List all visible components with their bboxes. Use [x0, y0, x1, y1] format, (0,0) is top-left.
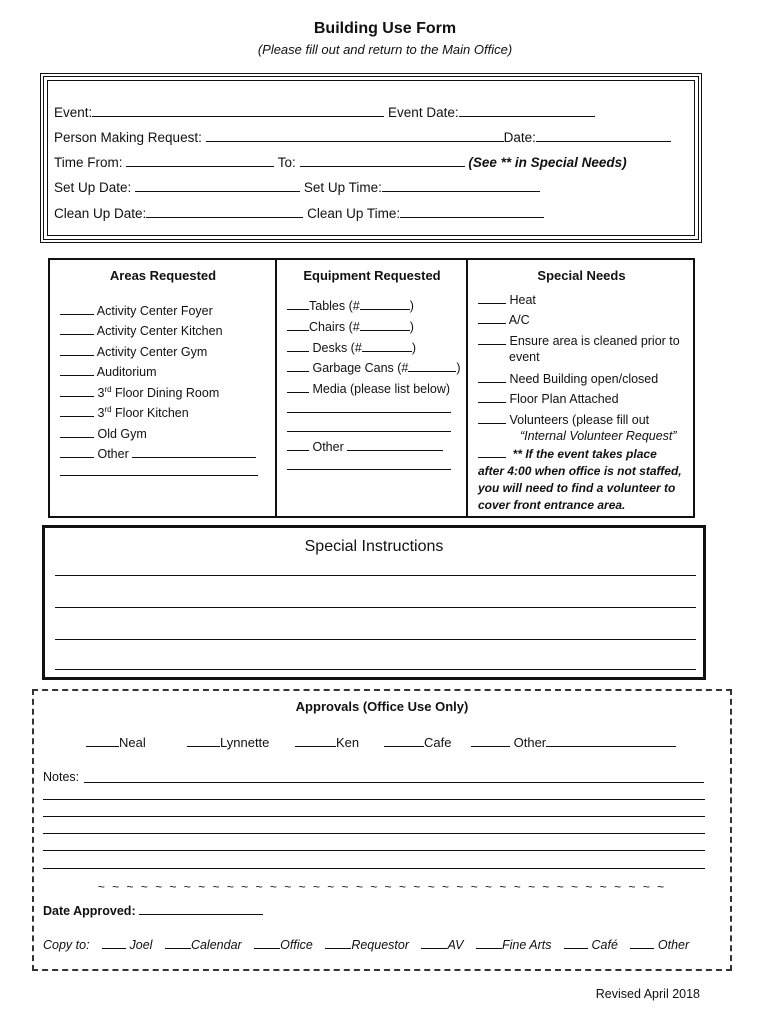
- copy-to-cafe[interactable]: Café: [564, 937, 618, 952]
- notes-label: Notes:: [43, 770, 80, 784]
- approver-cafe[interactable]: Cafe: [384, 735, 451, 750]
- area-item[interactable]: Activity Center Kitchen: [60, 323, 223, 338]
- form-title: Building Use Form: [313, 20, 457, 37]
- special-need-item-cont: “Internal Volunteer Request”: [520, 429, 677, 443]
- area-other-line[interactable]: [60, 464, 258, 479]
- person-label: Person Making Request:: [54, 130, 202, 145]
- approvals-heading: Approvals (Office Use Only): [295, 699, 469, 714]
- approver-neal[interactable]: Neal: [86, 735, 146, 750]
- instruction-line[interactable]: [55, 639, 696, 640]
- notes-line[interactable]: [43, 816, 705, 817]
- special-need-item-cont: event: [509, 350, 540, 364]
- event-label: Event:: [54, 105, 93, 120]
- copy-to-av[interactable]: AV: [421, 937, 463, 952]
- special-need-item[interactable]: Need Building open/closed: [478, 371, 658, 386]
- revision-date: Revised April 2018: [595, 987, 700, 1001]
- notes-line[interactable]: [43, 833, 705, 834]
- special-needs-column: [468, 260, 695, 516]
- to-label: To:: [277, 155, 296, 170]
- event-field[interactable]: [92, 105, 384, 117]
- instruction-line[interactable]: [55, 607, 696, 608]
- person-field[interactable]: [206, 130, 504, 142]
- cleanup-date-field[interactable]: [146, 206, 303, 218]
- see-note: (See ** in Special Needs): [468, 155, 627, 170]
- equipment-item[interactable]: Tables (# ): [287, 298, 414, 313]
- special-need-item[interactable]: Floor Plan Attached: [478, 391, 619, 406]
- cleanup-time-field[interactable]: [400, 206, 544, 218]
- copy-to-fine-arts[interactable]: Fine Arts: [476, 937, 552, 952]
- special-needs-heading: Special Needs: [537, 268, 626, 283]
- equipment-item[interactable]: Chairs (# ): [287, 319, 414, 334]
- equipment-other-line[interactable]: [287, 458, 451, 473]
- setup-date-field[interactable]: [135, 180, 300, 192]
- time-row: [54, 155, 627, 170]
- approver-ken[interactable]: Ken: [295, 735, 359, 750]
- copy-to-joel[interactable]: Joel: [102, 937, 152, 952]
- tilde-divider: ~ ~ ~ ~ ~ ~ ~ ~ ~ ~ ~ ~ ~ ~ ~ ~ ~ ~ ~ ~ ~ ~ ~ ~ ~ ~ ~ ~ ~ ~ ~ ~ ~ ~ ~ ~ ~ ~ ~ ~: [97, 880, 667, 894]
- time-from-field[interactable]: [126, 155, 274, 167]
- area-item[interactable]: Other: [60, 446, 256, 461]
- request-columns: [48, 258, 695, 518]
- person-row: [54, 130, 671, 145]
- area-item[interactable]: Activity Center Gym: [60, 344, 207, 359]
- media-line[interactable]: [287, 420, 451, 435]
- special-instructions-heading: Special Instructions: [304, 538, 444, 555]
- approvals-box: [32, 689, 732, 971]
- area-item[interactable]: 3rd Floor Kitchen: [60, 405, 189, 420]
- setup-time-field[interactable]: [382, 180, 540, 192]
- special-need-item[interactable]: Ensure area is cleaned prior to: [478, 333, 680, 348]
- notes-line[interactable]: [43, 850, 705, 851]
- area-item[interactable]: Old Gym: [60, 426, 147, 441]
- areas-column: [50, 260, 276, 516]
- copy-to-calendar[interactable]: Calendar: [165, 937, 242, 952]
- media-line[interactable]: [287, 401, 451, 416]
- cleanup-row: [54, 206, 544, 221]
- cleanup-time-label: Clean Up Time:: [307, 206, 401, 221]
- special-need-item[interactable]: A/C: [478, 312, 530, 327]
- event-row: [54, 105, 595, 120]
- area-item[interactable]: 3rd Floor Dining Room: [60, 385, 219, 400]
- notes-line[interactable]: [84, 782, 704, 783]
- equipment-column: [277, 260, 467, 516]
- date-label: Date:: [503, 130, 536, 145]
- event-date-field[interactable]: [459, 105, 595, 117]
- special-need-item[interactable]: Volunteers (please fill out: [478, 412, 649, 427]
- time-from-label: Time From:: [54, 155, 123, 170]
- approver-lynnette[interactable]: Lynnette: [187, 735, 269, 750]
- equipment-item[interactable]: Desks (# ): [287, 340, 416, 355]
- cleanup-date-label: Clean Up Date:: [54, 206, 147, 221]
- after-hours-note: ** If the event takes place after 4:00 when office is not staffed, you will need to find a volunteer to cover front entrance area.: [478, 447, 682, 512]
- copy-to-label: Copy to:: [43, 938, 90, 952]
- instruction-line[interactable]: [55, 575, 696, 576]
- equipment-item[interactable]: Media (please list below): [287, 381, 450, 396]
- area-item[interactable]: Activity Center Foyer: [60, 303, 213, 318]
- copy-to-other[interactable]: Other: [630, 937, 689, 952]
- special-need-item[interactable]: Heat: [478, 292, 536, 307]
- setup-date-label: Set Up Date:: [54, 180, 132, 195]
- date-field[interactable]: [536, 130, 671, 142]
- special-instructions-box: [42, 525, 706, 680]
- approver-other[interactable]: Other: [471, 735, 676, 750]
- copy-to-office[interactable]: Office: [254, 937, 313, 952]
- form-subtitle: (Please fill out and return to the Main Office): [257, 42, 513, 57]
- areas-heading: Areas Requested: [109, 268, 217, 283]
- setup-time-label: Set Up Time:: [303, 180, 382, 195]
- copy-to-row: [43, 937, 698, 952]
- instruction-line[interactable]: [55, 669, 696, 670]
- equipment-heading: Equipment Requested: [303, 268, 441, 283]
- area-item[interactable]: Auditorium: [60, 364, 157, 379]
- event-date-label: Event Date:: [388, 105, 459, 120]
- copy-to-requestor[interactable]: Requestor: [325, 937, 409, 952]
- to-field[interactable]: [300, 155, 465, 167]
- equipment-item[interactable]: Other: [287, 439, 443, 454]
- equipment-item[interactable]: Garbage Cans (# ): [287, 360, 461, 375]
- notes-line[interactable]: [43, 799, 705, 800]
- setup-row: [54, 180, 540, 195]
- date-approved[interactable]: Date Approved:: [43, 903, 263, 918]
- notes-line[interactable]: [43, 868, 705, 869]
